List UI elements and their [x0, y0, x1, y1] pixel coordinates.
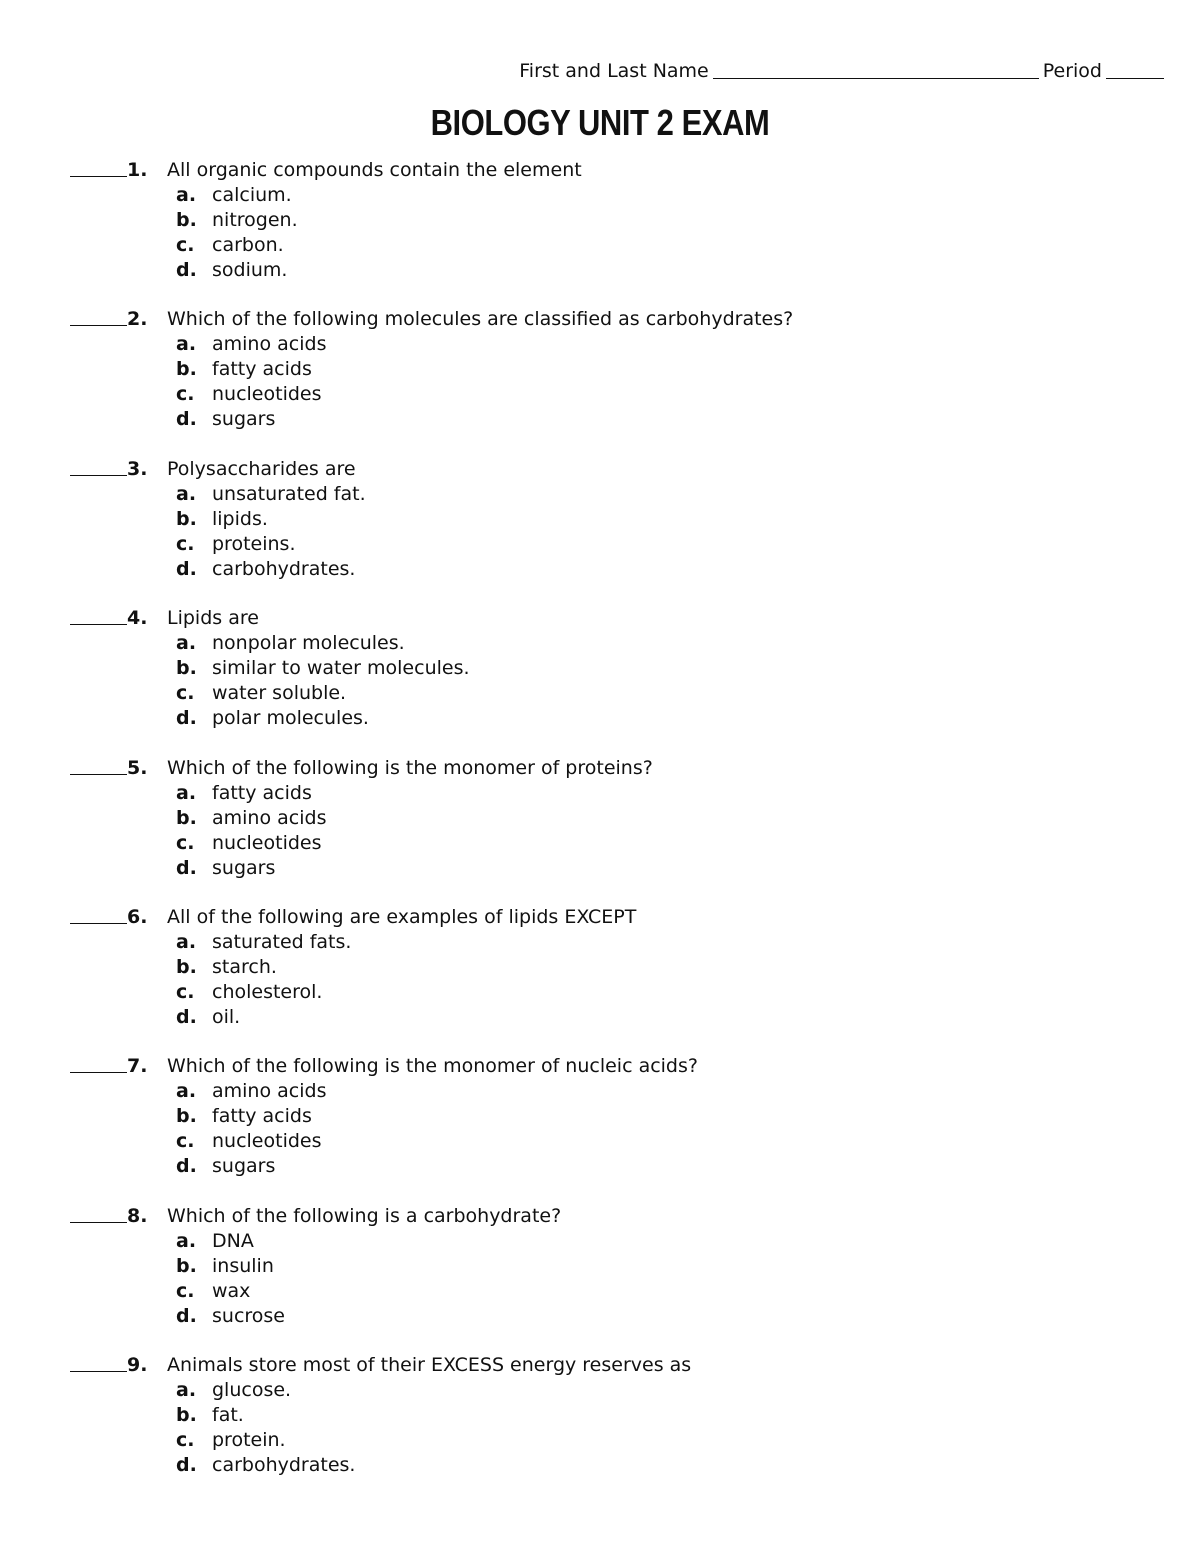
option-text: nucleotides [212, 383, 322, 406]
option-list [70, 1378, 1150, 1478]
option-letter: a. [176, 781, 197, 804]
question-stem [70, 1353, 1150, 1378]
answer-option [70, 955, 1150, 980]
question-stem [70, 606, 1150, 631]
question-stem [70, 1204, 1150, 1229]
option-list [70, 930, 1150, 1030]
option-letter: b. [176, 358, 197, 381]
answer-option [70, 1254, 1150, 1279]
answer-option [70, 332, 1150, 357]
question-stem [70, 756, 1150, 781]
answer-option [70, 1453, 1150, 1478]
option-text: carbohydrates. [212, 557, 356, 580]
option-text: polar molecules. [212, 707, 369, 730]
option-letter: c. [176, 980, 195, 1003]
option-list [70, 781, 1150, 881]
question-text: Lipids are [167, 607, 259, 630]
answer-option [70, 357, 1150, 382]
question-text: Which of the following is the monomer of proteins? [167, 756, 653, 779]
option-letter: c. [176, 532, 195, 555]
option-letter: b. [176, 1404, 197, 1427]
question-text: Animals store most of their EXCESS energy reserves as [167, 1354, 692, 1377]
answer-blank[interactable] [70, 905, 127, 924]
name-period-header [519, 60, 1164, 82]
option-text: sugars [212, 1155, 276, 1178]
answer-option [70, 1104, 1150, 1129]
option-letter: c. [176, 1130, 195, 1153]
option-letter: d. [176, 1005, 197, 1028]
answer-option [70, 980, 1150, 1005]
answer-option [70, 930, 1150, 955]
answer-option [70, 532, 1150, 557]
answer-blank[interactable] [70, 307, 127, 326]
question-number: 7. [127, 1055, 148, 1078]
option-letter: d. [176, 557, 197, 580]
question-number: 3. [127, 457, 148, 480]
option-text: water soluble. [212, 682, 347, 705]
name-blank[interactable] [713, 60, 1039, 79]
answer-option [70, 407, 1150, 432]
question-number: 9. [127, 1354, 148, 1377]
answer-option [70, 1403, 1150, 1428]
option-letter: a. [176, 1379, 197, 1402]
option-letter: a. [176, 482, 197, 505]
answer-option [70, 258, 1150, 283]
option-text: starch. [212, 955, 277, 978]
answer-option [70, 208, 1150, 233]
option-letter: c. [176, 682, 195, 705]
option-text: DNA [212, 1229, 254, 1252]
option-letter: b. [176, 955, 197, 978]
answer-option [70, 631, 1150, 656]
answer-option [70, 1129, 1150, 1154]
answer-option [70, 856, 1150, 881]
answer-blank[interactable] [70, 1054, 127, 1073]
answer-blank[interactable] [70, 1204, 127, 1223]
option-text: lipids. [212, 507, 268, 530]
option-list [70, 183, 1150, 283]
answer-option [70, 1279, 1150, 1304]
option-list [70, 482, 1150, 582]
answer-option [70, 1079, 1150, 1104]
option-list [70, 1229, 1150, 1329]
option-text: protein. [212, 1429, 286, 1452]
option-letter: d. [176, 1155, 197, 1178]
option-text: sodium. [212, 259, 288, 281]
answer-option [70, 706, 1150, 731]
option-text: cholesterol. [212, 980, 323, 1003]
question-number: 8. [127, 1204, 148, 1227]
question-8 [70, 1204, 1150, 1353]
option-letter: d. [176, 856, 197, 879]
option-text: nonpolar molecules. [212, 632, 405, 655]
answer-option [70, 806, 1150, 831]
option-text: glucose. [212, 1379, 292, 1402]
option-text: unsaturated fat. [212, 482, 366, 505]
option-text: sucrose [212, 1304, 285, 1327]
option-letter: d. [176, 1304, 197, 1327]
answer-option [70, 1428, 1150, 1453]
answer-blank[interactable] [70, 606, 127, 625]
option-letter: c. [176, 1279, 195, 1302]
question-number: 1. [127, 159, 148, 181]
option-letter: b. [176, 806, 197, 829]
question-text: Which of the following is a carbohydrate? [167, 1204, 562, 1227]
question-number: 4. [127, 607, 148, 630]
option-text: fatty acids [212, 1105, 312, 1128]
option-letter: c. [176, 1429, 195, 1452]
answer-option [70, 831, 1150, 856]
question-stem [70, 1054, 1150, 1079]
question-text: All of the following are examples of lipids EXCEPT [167, 905, 637, 928]
question-number: 6. [127, 905, 148, 928]
option-text: insulin [212, 1254, 274, 1277]
option-letter: c. [176, 831, 195, 854]
option-letter: b. [176, 209, 197, 231]
option-text: similar to water molecules. [212, 657, 470, 680]
option-letter: d. [176, 1454, 197, 1477]
answer-option [70, 1005, 1150, 1030]
answer-option [70, 382, 1150, 407]
answer-blank[interactable] [70, 756, 127, 775]
answer-blank[interactable] [70, 1353, 127, 1372]
question-text: Which of the following is the monomer of nucleic acids? [167, 1055, 698, 1078]
option-text: nitrogen. [212, 209, 298, 231]
option-letter: c. [176, 234, 195, 256]
option-letter: b. [176, 507, 197, 530]
question-9 [70, 1353, 1150, 1502]
question-list [70, 158, 1150, 1503]
option-letter: b. [176, 1254, 197, 1277]
exam-title: BIOLOGY UNIT 2 EXAM [430, 102, 770, 143]
answer-option [70, 183, 1150, 208]
option-letter: a. [176, 1229, 197, 1252]
question-4 [70, 606, 1150, 755]
question-stem [70, 457, 1150, 482]
answer-option [70, 507, 1150, 532]
option-text: calcium. [212, 184, 292, 206]
option-letter: d. [176, 707, 197, 730]
option-list [70, 1079, 1150, 1179]
question-stem [70, 307, 1150, 332]
answer-option [70, 1154, 1150, 1179]
question-2 [70, 307, 1150, 456]
option-letter: d. [176, 408, 197, 431]
answer-option [70, 656, 1150, 681]
answer-option [70, 1304, 1150, 1329]
option-text: fatty acids [212, 781, 312, 804]
question-stem [70, 905, 1150, 930]
option-letter: c. [176, 383, 195, 406]
answer-blank[interactable] [70, 158, 127, 177]
option-text: oil. [212, 1005, 241, 1028]
question-number: 5. [127, 756, 148, 779]
question-text: Polysaccharides are [167, 457, 356, 480]
option-letter: a. [176, 1080, 197, 1103]
option-text: fatty acids [212, 358, 312, 381]
option-text: fat. [212, 1404, 244, 1427]
period-label: Period [1042, 60, 1102, 82]
period-blank[interactable] [1106, 60, 1164, 79]
question-7 [70, 1054, 1150, 1203]
option-letter: a. [176, 930, 197, 953]
answer-option [70, 233, 1150, 258]
answer-option [70, 681, 1150, 706]
question-text: All organic compounds contain the element [167, 159, 582, 181]
option-text: carbon. [212, 234, 284, 256]
answer-blank[interactable] [70, 457, 127, 476]
answer-option [70, 482, 1150, 507]
question-5 [70, 756, 1150, 905]
option-text: wax [212, 1279, 251, 1302]
option-letter: d. [176, 259, 197, 281]
option-text: sugars [212, 408, 276, 431]
option-text: amino acids [212, 333, 327, 356]
option-text: amino acids [212, 806, 327, 829]
option-text: carbohydrates. [212, 1454, 356, 1477]
option-letter: b. [176, 1105, 197, 1128]
option-letter: a. [176, 184, 197, 206]
option-text: proteins. [212, 532, 296, 555]
option-text: sugars [212, 856, 276, 879]
question-number: 2. [127, 308, 148, 331]
option-text: saturated fats. [212, 930, 352, 953]
option-text: nucleotides [212, 1130, 322, 1153]
option-list [70, 332, 1150, 432]
question-6 [70, 905, 1150, 1054]
option-letter: b. [176, 657, 197, 680]
answer-option [70, 1229, 1150, 1254]
option-letter: a. [176, 333, 197, 356]
option-text: nucleotides [212, 831, 322, 854]
option-letter: a. [176, 632, 197, 655]
answer-option [70, 1378, 1150, 1403]
question-3 [70, 457, 1150, 606]
answer-option [70, 781, 1150, 806]
option-text: amino acids [212, 1080, 327, 1103]
name-label: First and Last Name [519, 60, 709, 82]
answer-option [70, 557, 1150, 582]
question-stem [70, 158, 1150, 183]
question-text: Which of the following molecules are classified as carbohydrates? [167, 308, 794, 331]
option-list [70, 631, 1150, 731]
question-1 [70, 158, 1150, 307]
